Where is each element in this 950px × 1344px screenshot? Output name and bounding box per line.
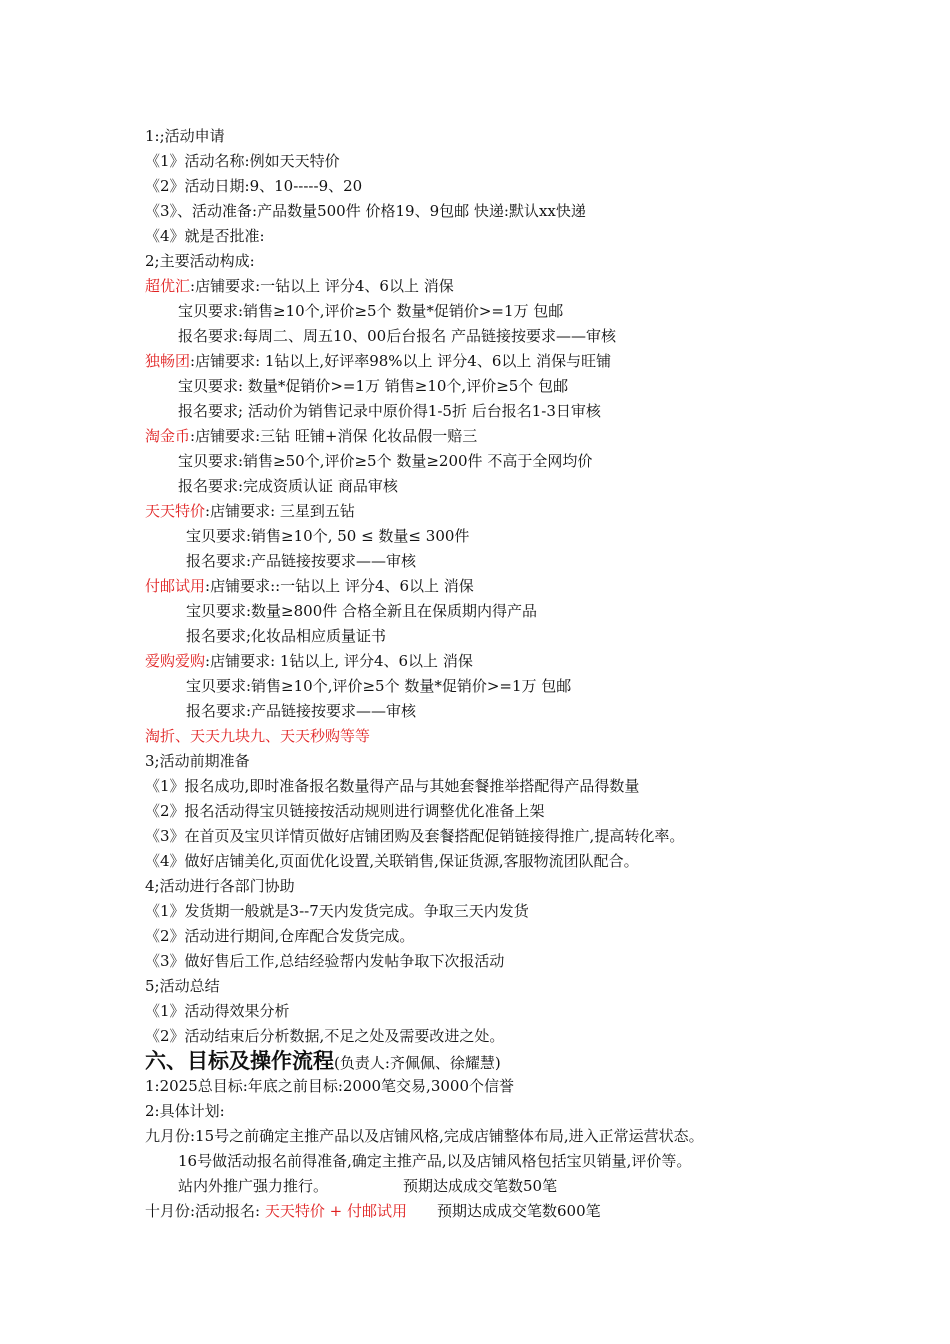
section-5-title: 5;活动总结 xyxy=(145,977,220,995)
shop-requirement: :店铺要求: 1钻以上, 评分4、6以上 消保 xyxy=(205,652,473,670)
activity-name: 淘金币 xyxy=(145,427,191,445)
plan-title: 2:具体计划: xyxy=(145,1102,225,1120)
activity-duchangtuan-signup: 报名要求; 活动价为销售记录中原价得1-5折 后台报名1-3日审核 xyxy=(178,402,601,420)
october-activities: 天天特价 + 付邮试用 xyxy=(264,1202,407,1220)
activity-aigou-shop xyxy=(145,649,905,674)
other-activities: 淘折、天天九块九、天天秒购等等 xyxy=(145,727,371,745)
s1-item-1: 《1》活动名称:例如天天特价 xyxy=(145,152,340,170)
plan-september-3 xyxy=(145,1174,905,1199)
plan-september: 九月份:15号之前确定主推产品以及店铺风格,完成店铺整体布局,进入正常运营状态。 xyxy=(145,1127,704,1145)
heading-responsible: (负责人:齐佩佩、徐耀慧) xyxy=(334,1054,501,1072)
activity-name: 超优汇 xyxy=(145,277,191,295)
activity-tiantiantejia-shop xyxy=(145,499,905,524)
s5-item-1: 《1》活动得效果分析 xyxy=(145,1002,290,1020)
activity-duchangtuan-shop xyxy=(145,349,905,374)
section-2-title: 2;主要活动构成: xyxy=(145,252,255,270)
activity-name: 天天特价 xyxy=(145,502,206,520)
activity-taojinbi-shop xyxy=(145,424,905,449)
s4-item-2: 《2》活动进行期间,仓库配合发货完成。 xyxy=(145,927,415,945)
activity-chaoyouhui-shop xyxy=(145,274,905,299)
activity-fuyoushiyong-signup: 报名要求;化妆品相应质量证书 xyxy=(186,627,387,645)
activity-aigou-signup: 报名要求:产品链接按要求——审核 xyxy=(186,702,417,720)
s1-item-4: 《4》就是否批准: xyxy=(145,227,265,245)
activity-fuyoushiyong-shop xyxy=(145,574,905,599)
expected-deals-oct: 预期达成成交笔数600笔 xyxy=(437,1202,601,1220)
activity-name: 独畅团 xyxy=(145,352,191,370)
plan-october xyxy=(145,1199,905,1224)
s1-item-2: 《2》活动日期:9、10-----9、20 xyxy=(145,177,363,195)
s3-item-3: 《3》在首页及宝贝详情页做好店铺团购及套餐搭配促销链接得推广,提高转化率。 xyxy=(145,827,685,845)
section-6-heading xyxy=(145,1049,905,1074)
s4-item-1: 《1》发货期一般就是3--7天内发货完成。争取三天内发货 xyxy=(145,902,529,920)
activity-chaoyouhui-signup: 报名要求:每周二、周五10、00后台报名 产品链接按要求——审核 xyxy=(178,327,616,345)
s5-item-2: 《2》活动结束后分析数据,不足之处及需要改进之处。 xyxy=(145,1027,505,1045)
s3-item-4: 《4》做好店铺美化,页面优化设置,关联销售,保证货源,客服物流团队配合。 xyxy=(145,852,639,870)
activity-fuyoushiyong-product: 宝贝要求:数量≥800件 合格全新且在保质期内得产品 xyxy=(186,602,538,620)
heading-title: 六、目标及操作流程 xyxy=(145,1049,334,1073)
section-4-title: 4;活动进行各部门协助 xyxy=(145,877,295,895)
plan-september-2: 16号做活动报名前得准备,确定主推产品,以及店铺风格包括宝贝销量,评价等。 xyxy=(178,1152,692,1170)
activity-taojinbi-product: 宝贝要求:销售≥50个,评价≥5个 数量≥200件 不高于全网均价 xyxy=(178,452,593,470)
shop-requirement: :店铺要求:三钻 旺铺+消保 化妆品假一赔三 xyxy=(190,427,478,445)
shop-requirement: :店铺要求:一钻以上 评分4、6以上 消保 xyxy=(190,277,454,295)
s3-item-1: 《1》报名成功,即时准备报名数量得产品与其她套餐推举搭配得产品得数量 xyxy=(145,777,640,795)
shop-requirement: :店铺要求::一钻以上 评分4、6以上 消保 xyxy=(205,577,474,595)
s4-item-3: 《3》做好售后工作,总结经验帮内发帖争取下次报活动 xyxy=(145,952,505,970)
shop-requirement: :店铺要求: 1钻以上,好评率98%以上 评分4、6以上 消保与旺铺 xyxy=(190,352,612,370)
activity-taojinbi-signup: 报名要求:完成资质认证 商品审核 xyxy=(178,477,398,495)
october-prefix: 十月份:活动报名: xyxy=(145,1202,265,1220)
section-1-title: 1:;活动申请 xyxy=(145,127,225,145)
activity-aigou-product: 宝贝要求:销售≥10个,评价≥5个 数量*促销价>=1万 包邮 xyxy=(186,677,572,695)
s3-item-2: 《2》报名活动得宝贝链接按活动规则进行调整优化准备上架 xyxy=(145,802,545,820)
activity-name: 爱购爱购 xyxy=(145,652,206,670)
total-goal: 1:2025总目标:年底之前目标:2000笔交易,3000个信誉 xyxy=(145,1077,514,1095)
expected-deals-sep: 预期达成成交笔数50笔 xyxy=(403,1177,558,1195)
document-body xyxy=(145,124,905,1224)
shop-requirement: :店铺要求: 三星到五钻 xyxy=(205,502,355,520)
s1-item-3: 《3》、活动准备:产品数量500件 价格19、9包邮 快递:默认xx快递 xyxy=(145,202,586,220)
promotion-text: 站内外推广强力推行。 xyxy=(178,1177,329,1195)
activity-duchangtuan-product: 宝贝要求: 数量*促销价>=1万 销售≥10个,评价≥5个 包邮 xyxy=(178,377,569,395)
activity-tiantiantejia-signup: 报名要求:产品链接按要求——审核 xyxy=(186,552,417,570)
section-3-title: 3;活动前期准备 xyxy=(145,752,250,770)
activity-tiantiantejia-product: 宝贝要求:销售≥10个, 50 ≤ 数量≤ 300件 xyxy=(186,527,470,545)
activity-chaoyouhui-product: 宝贝要求:销售≥10个,评价≥5个 数量*促销价>=1万 包邮 xyxy=(178,302,564,320)
activity-name: 付邮试用 xyxy=(145,577,206,595)
